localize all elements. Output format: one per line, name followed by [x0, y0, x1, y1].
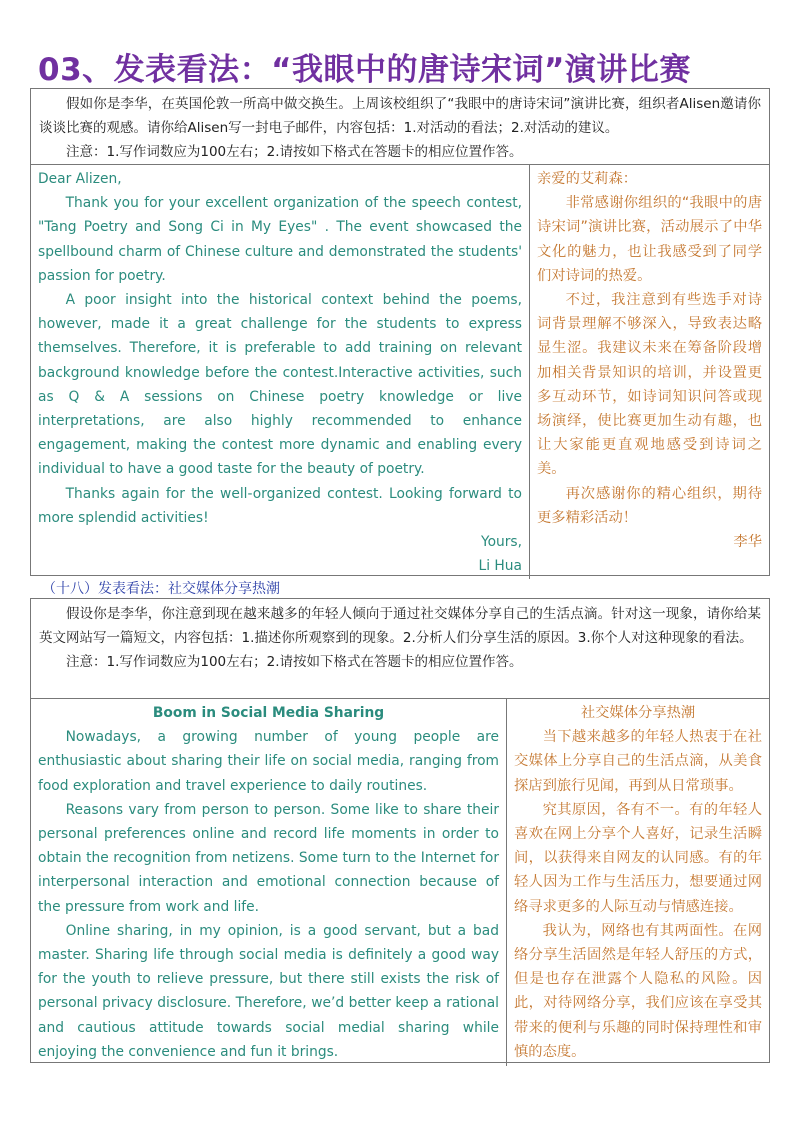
essay-paragraph: Nowadays, a growing number of young people are enthusiastic about sharing their life on social media, ranging from food exploration and travel experience to daily routines. — [38, 729, 499, 794]
task1-english-letter — [31, 165, 529, 579]
zh-essay-paragraph: 当下越来越多的年轻人热衷于在社交媒体上分享自己的生活点滴，从美食探店到旅行见闻，再到从日常琐事。 — [514, 729, 762, 794]
zh-paragraph: 非常感谢你组织的“我眼中的唐诗宋词”演讲比赛，活动展示了中华文化的魅力，也让我感受到了同学们对诗词的热爱。 — [537, 195, 762, 284]
essay-paragraph: Online sharing, in my opinion, is a good servant, but a bad master. Sharing life through social media is definitely a good way for the youth to relieve pressure, but there still exists the risk of personal privacy disclosure. Therefore, we’d better keep a rational and cautious attitude towards social medial sharing while enjoying the convenience and fun it brings. — [38, 922, 499, 1060]
letter-signature: Li Hua — [478, 558, 522, 575]
task2-chinese-essay — [506, 699, 769, 1066]
task1-box — [30, 88, 770, 576]
zh-signature: 李华 — [733, 534, 762, 551]
task1-prompt-text: 假如你是李华，在英国伦敦一所高中做交换生。上周该校组织了“我眼中的唐诗宋词”演讲比赛，组织者Alisen邀请你谈谈比赛的观感。请你给Alisen写一封电子邮件，内容包括：1.对活动的看法；2.对活动的建议。 — [39, 96, 761, 136]
zh-paragraph: 再次感谢你的精心组织，期待更多精彩活动！ — [537, 485, 762, 526]
task1-prompt-note: 注意：1.写作词数应为100左右；2.请按如下格式在答题卡的相应位置作答。 — [66, 144, 523, 160]
essay-title: Boom in Social Media Sharing — [152, 705, 385, 721]
essay-paragraph: Reasons vary from person to person. Some like to share their personal preferences online and record life moments in order to obtain the recognition from netizens. Some turn to the Internet for interpersonal interaction and emotional connection because of the pressure from work and life. — [38, 801, 499, 915]
letter-closing: Yours, — [480, 534, 522, 551]
letter-paragraph: Thanks again for the well-organized contest. Looking forward to more splendid activities! — [38, 485, 522, 526]
zh-essay-paragraph: 究其原因，各有不一。有的年轻人喜欢在网上分享个人喜好，记录生活瞬间，以获得来自网友的认同感。有的年轻人因为工作与生活压力，想要通过网络寻求更多的人际互动与情感连接。 — [514, 801, 762, 915]
zh-greeting: 亲爱的艾莉森： — [537, 171, 638, 187]
task2-english-essay — [31, 699, 506, 1066]
task2-prompt-text: 假设你是李华，你注意到现在越来越多的年轻人倾向于通过社交媒体分享自己的生活点滴。针对这一现象，请你给某英文网站写一篇短文，内容包括：1.描述你所观察到的现象。2.分析人们分享生活的原因。3.你个人对这种现象的看法。 — [39, 606, 761, 646]
task2-prompt-note: 注意：1.写作词数应为100左右；2.请按如下格式在答题卡的相应位置作答。 — [66, 654, 523, 670]
letter-greeting: Dear Alizen, — [38, 171, 122, 187]
task2-prompt — [31, 599, 769, 698]
zh-paragraph: 不过，我注意到有些选手对诗词背景理解不够深入，导致表达略显生涩。我建议未来在筹备阶段增加相关背景知识的培训，并设置更多互动环节，如诗词知识问答或现场演绎，使比赛更加生动有趣，也让大家能更直观地感受到诗词之美。 — [537, 292, 762, 478]
section-heading: （十八）发表看法：社交媒体分享热潮 — [42, 581, 280, 597]
letter-paragraph: Thank you for your excellent organization of the speech contest, "Tang Poetry and Song Ci in My Eyes" . The event showcased the spellbound charm of Chinese culture and demonstrated the students' passion for poetry. — [38, 195, 522, 284]
task1-chinese-letter — [529, 165, 769, 579]
task2-box — [30, 598, 770, 1063]
letter-paragraph: A poor insight into the historical context behind the poems, however, made it a great challenge for the students to express themselves. Therefore, it is preferable to add training on relevant background knowledge before the contest.Interactive activities, such as Q & A sessions on Chinese poetry knowledge or live interpretations, are also highly recommended to enhance engagement, making the contest more dynamic and enabling every individual to have a good taste for the beauty of poetry. — [38, 292, 522, 478]
zh-essay-title: 社交媒体分享热潮 — [580, 705, 696, 721]
task1-prompt — [31, 89, 769, 164]
page-title: 03、发表看法：“我眼中的唐诗宋词”演讲比赛 — [38, 52, 691, 88]
zh-essay-paragraph: 我认为，网络也有其两面性。在网络分享生活固然是年轻人舒压的方式，但是也存在泄露个人隐私的风险。因此，对待网络分享，我们应该在享受其带来的便利与乐趣的同时保持理性和审慎的态度。 — [514, 922, 762, 1060]
